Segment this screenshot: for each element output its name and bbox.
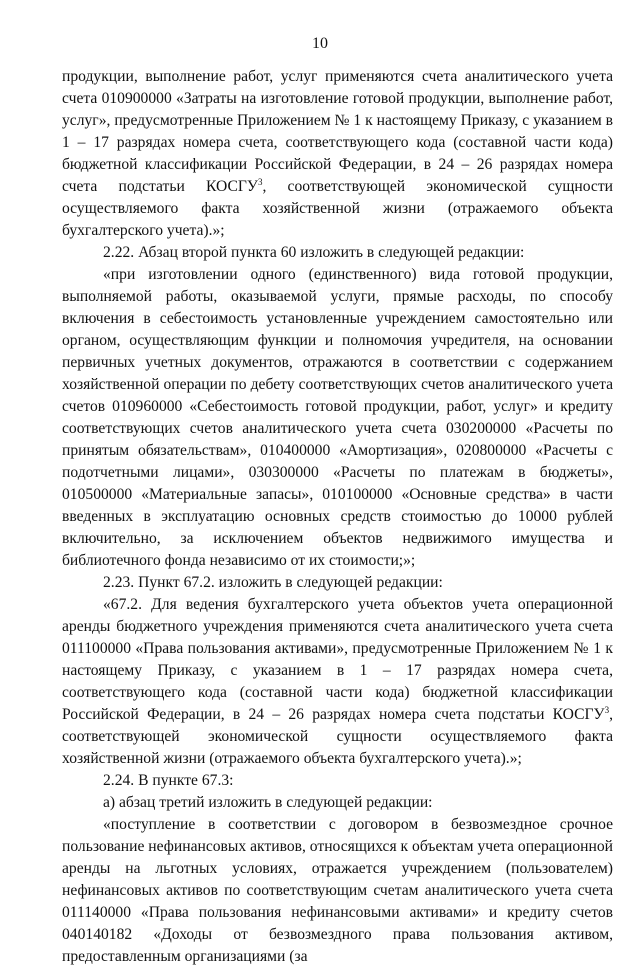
paragraph-p1 <box>62 66 613 242</box>
paragraph-text: «поступление в соответствии с договором в безвозмездное срочное пользование нефинансовых активов, относящихся к объектам учета операционной аренды на льготных условиях, отражается учреждением (пользователем) нефинансовых активов по соответствующим счетам аналитического учета счета 011140000 «Права пользования нефинансовыми активами» и кредиту счетов 040140182 «Доходы от безвозмездного права пользования активом, предоставленным организациями (за <box>62 816 613 965</box>
footnote-marker: 3 <box>604 705 610 715</box>
paragraph-text: «при изготовлении одного (единственного) вида готовой продукции, выполняемой работы, оказываемой услуги, прямые расходы, по способу включения в себестоимость установленные учреждением самостоятельно или органом, осуществляющим функции и полномочия учредителя, на основании первичных учетных документов, отражаются в соответствии с содержанием хозяйственной операции по дебету соответствующих счетов аналитического учета счетов 010960000 «Себестоимость готовой продукции, работ, услуг» и кредиту соответствующих счетов аналитического учета счета 030200000 «Расчеты по принятым обязательствам», 010400000 «Амортизация», 020800000 «Расчеты с подотчетными лицами», 030300000 «Расчеты по платежам в бюджеты», 010500000 «Материальные запасы», 010100000 «Основные средства» в части введенных в эксплуатацию основных средств стоимостью до 10000 рублей включительно, за исключением объектов недвижимого имущества и библиотечного фонда независимо от их стоимости;»; <box>62 266 613 569</box>
paragraph-p7 <box>62 792 613 814</box>
paragraph-p3 <box>62 264 613 572</box>
paragraph-p6 <box>62 770 613 792</box>
paragraph-text: , соответствующей экономической сущности осуществляемого факта хозяйственной жизни (отражаемого объекта бухгалтерского учета).»; <box>62 178 613 239</box>
paragraph-text: 2.23. Пункт 67.2. изложить в следующей редакции: <box>103 574 443 591</box>
paragraph-text: 2.24. В пункте 67.3: <box>103 772 234 789</box>
paragraph-p5 <box>62 594 613 770</box>
paragraph-text: 2.22. Абзац второй пункта 60 изложить в следующей редакции: <box>103 244 525 261</box>
document-body <box>62 66 613 968</box>
footnote-marker: 3 <box>257 177 263 187</box>
paragraph-text: , соответствующей экономической сущности осуществляемого факта хозяйственной жизни (отражаемого объекта бухгалтерского учета).»; <box>62 706 613 767</box>
paragraph-text: а) абзац третий изложить в следующей редакции: <box>103 794 433 811</box>
paragraph-p2 <box>62 242 613 264</box>
page-number: 10 <box>312 35 328 52</box>
paragraph-text: «67.2. Для ведения бухгалтерского учета объектов учета операционной аренды бюджетного учреждения применяются счета аналитического учета счета 011100000 «Права пользования активами», предусмотренные Приложением № 1 к настоящему Приказу, с указанием в 1 – 17 разрядах номера счета, соответствующего кода (составной части кода) бюджетной классификации Российской Федерации, в 24 – 26 разрядах номера счета подстатьи КОСГУ <box>62 596 613 723</box>
paragraph-p8 <box>62 814 613 968</box>
paragraph-p4 <box>62 572 613 594</box>
paragraph-text: продукции, выполнение работ, услуг применяются счета аналитического учета счета 010900000 «Затраты на изготовление готовой продукции, выполнение работ, услуг», предусмотренные Приложением № 1 к настоящему Приказу, с указанием в 1 – 17 разрядах номера счета, соответствующего кода (составной части кода) бюджетной классификации Российской Федерации, в 24 – 26 разрядах номера счета подстатьи КОСГУ <box>62 68 613 195</box>
